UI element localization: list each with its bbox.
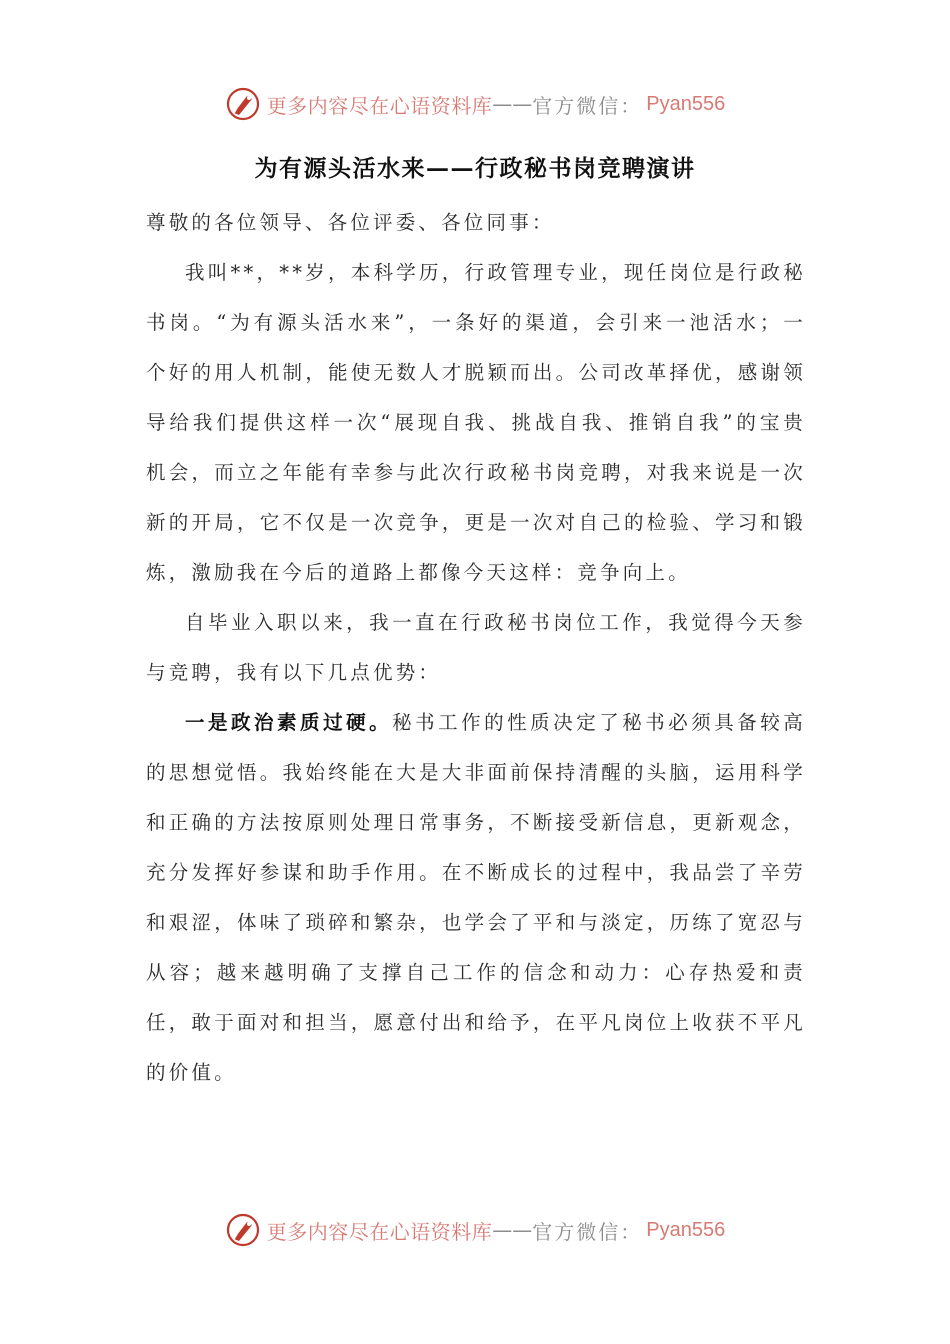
- document-title: 为有源头活水来——行政秘书岗竞聘演讲: [254, 155, 696, 182]
- banner-wechat-label: 官方微信：: [532, 1219, 643, 1244]
- banner-text: 更多内容尽在心语资料库: [266, 1219, 493, 1244]
- footer-banner: [0, 1210, 950, 1250]
- paragraph-political-quality: [146, 698, 806, 1098]
- banner-wechat-id: Pyan556: [646, 1218, 726, 1241]
- pen-nib-logo-icon: [225, 86, 261, 122]
- paragraph-body: 秘书工作的性质决定了秘书必须具备较高的思想觉悟。我始终能在大是大非面前保持清醒的头脑，运用科学和正确的方法按原则处理日常事务，不断接受新信息，更新观念，充分发挥好参谋和助手作用。在不断成长的过程中，我品尝了辛劳和艰涩，体味了琐碎和繁杂，也学会了平和与淡定，历练了宽忍与从容；越来越明确了支撑自己工作的信念和动力：心存热爱和责任，敢于面对和担当，愿意付出和给予，在平凡岗位上收获不平凡的价值。: [146, 711, 806, 1084]
- paragraph-lead: 一是政治素质过硬。: [185, 711, 393, 734]
- banner-dash: ——: [492, 1218, 533, 1242]
- banner-wechat-id: Pyan556: [646, 92, 726, 115]
- pen-nib-logo-icon: [225, 1212, 261, 1248]
- document-body: [146, 198, 806, 1098]
- greeting: 尊敬的各位领导、各位评委、各位同事：: [146, 211, 555, 234]
- paragraph-advantages: 自毕业入职以来，我一直在行政秘书岗位工作，我觉得今天参与竞聘，我有以下几点优势：: [146, 611, 806, 684]
- banner-wechat-label: 官方微信：: [532, 93, 643, 118]
- banner-text: 更多内容尽在心语资料库: [266, 93, 493, 118]
- paragraph-intro: 我叫**，**岁，本科学历，行政管理专业，现任岗位是行政秘书岗。“为有源头活水来”，一条好的渠道，会引来一池活水；一个好的用人机制，能使无数人才脱颖而出。公司改革择优，感谢领导给我们提供这样一次“展现自我、挑战自我、推销自我”的宝贵机会，而立之年能有幸参与此次行政秘书岗竞聘，对我来说是一次新的开局，它不仅是一次竞争，更是一次对自己的检验、学习和锻炼，激励我在今后的道路上都像今天这样：竞争向上。: [146, 261, 806, 584]
- header-banner: [0, 84, 950, 124]
- banner-dash: ——: [492, 92, 533, 116]
